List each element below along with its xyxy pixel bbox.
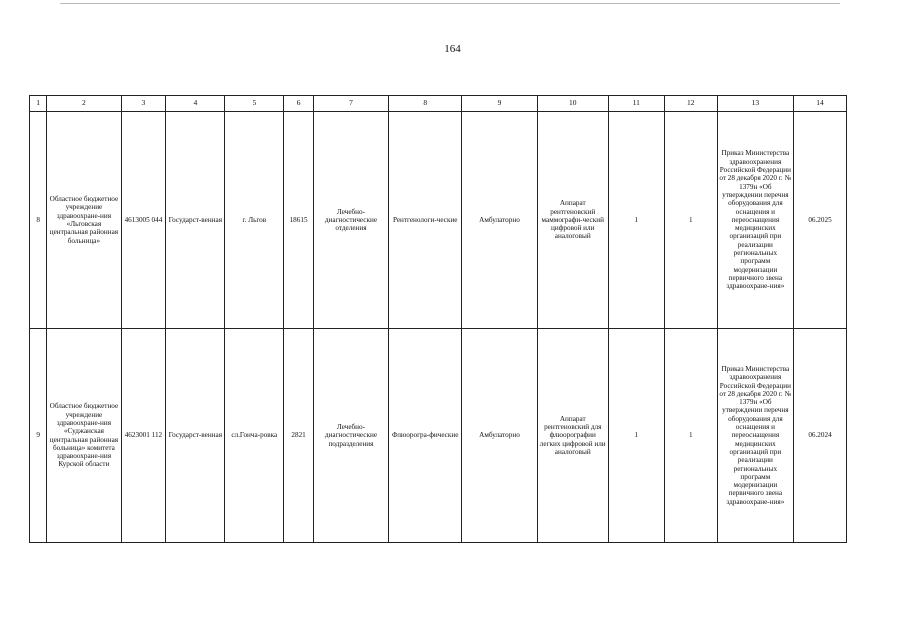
column-header: 7 <box>313 96 388 112</box>
column-header: 14 <box>794 96 847 112</box>
care-type-cell: Амбулаторно <box>462 329 537 543</box>
population-cell: 2821 <box>284 329 314 543</box>
organization-cell: Областное бюджетное учреждение здравоохране-ния «Льговская центральная районная больница» <box>47 112 121 329</box>
column-header: 9 <box>462 96 537 112</box>
column-header: 5 <box>225 96 284 112</box>
column-header: 12 <box>664 96 717 112</box>
ownership-cell: Государст-венная <box>166 329 225 543</box>
quantity-cell: 1 <box>664 329 717 543</box>
column-header: 4 <box>166 96 225 112</box>
division-cell: Лечебно-диагностические подразделения <box>313 329 388 543</box>
organization-cell: Областное бюджетное учреждение здравоохране-ния «Суджанская центральная районная больница» комитета здравоохране-ния Курской области <box>47 329 121 543</box>
table-row <box>30 112 847 329</box>
column-header: 2 <box>47 96 121 112</box>
row-number-cell: 9 <box>30 329 47 543</box>
table-row <box>30 329 847 543</box>
population-cell: 18615 <box>284 112 314 329</box>
column-header: 10 <box>537 96 608 112</box>
column-header: 6 <box>284 96 314 112</box>
table-header-row <box>30 96 847 112</box>
equipment-table <box>29 95 847 543</box>
row-number-cell: 8 <box>30 112 47 329</box>
division-cell: Лечебно-диагностические отделения <box>313 112 388 329</box>
code-cell: 4613005 044 <box>121 112 166 329</box>
legal-basis-cell: Приказ Министерства здравоохранения Российской Федерации от 28 декабря 2020 г. № 1379н «Об утверждении перечня оборудования для оснащения и переоснащения медицинских организаций при реализации региональных программ модернизации первичного звена здравоохране-ния» <box>717 329 793 543</box>
column-header: 3 <box>121 96 166 112</box>
column-header: 13 <box>717 96 793 112</box>
column-header: 8 <box>389 96 462 112</box>
code-cell: 4623001 112 <box>121 329 166 543</box>
date-cell: 06.2025 <box>794 112 847 329</box>
page-number: 164 <box>444 43 461 55</box>
locality-cell: сл.Гонча-ровка <box>225 329 284 543</box>
column-header: 11 <box>608 96 664 112</box>
equipment-cell: Аппарат рентгеновский маммографи-ческий цифровой или аналоговый <box>537 112 608 329</box>
date-cell: 06.2024 <box>794 329 847 543</box>
quantity-cell: 1 <box>664 112 717 329</box>
locality-cell: г. Льгов <box>225 112 284 329</box>
legal-basis-cell: Приказ Министерства здравоохранения Российской Федерации от 28 декабря 2020 г. № 1379н «Об утверждении перечня оборудования для оснащения и переоснащения медицинских организаций при реализации региональных программ модернизации первичного звена здравоохране-ния» <box>717 112 793 329</box>
department-cell: Рентгенологи-ческие <box>389 112 462 329</box>
care-type-cell: Амбулаторно <box>462 112 537 329</box>
ownership-cell: Государст-венная <box>166 112 225 329</box>
quantity-cell: 1 <box>608 329 664 543</box>
column-header: 1 <box>30 96 47 112</box>
quantity-cell: 1 <box>608 112 664 329</box>
scan-artifact-top <box>60 3 840 4</box>
department-cell: Флюорогра-фические <box>389 329 462 543</box>
equipment-cell: Аппарат рентгеновский для флюорографии легких цифровой или аналоговый <box>537 329 608 543</box>
